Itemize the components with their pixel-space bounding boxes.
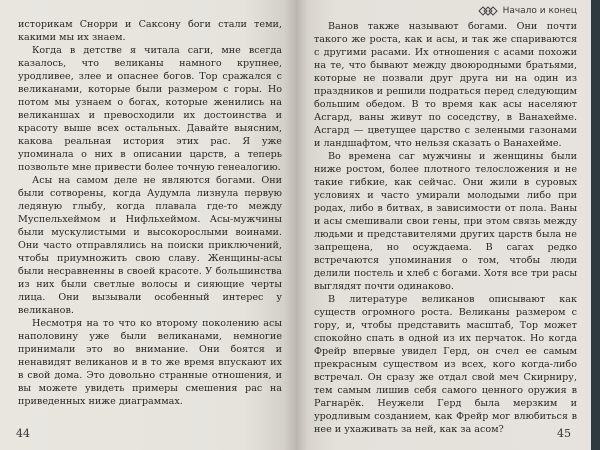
left-page bbox=[0, 0, 296, 450]
left-page-number: 44 bbox=[16, 427, 30, 440]
left-paragraph-1: историкам Снорри и Саксону боги стали теми, какими мы их знаем. bbox=[18, 19, 282, 43]
book-cover-edge bbox=[591, 0, 600, 450]
left-paragraph-2: Когда в детстве я читала саги, мне всегда казалось, что великаны намного крупнее, уродливее, злее и опаснее богов. Тор сражался с великанами, которые были размером с горы. Но потом мы узнаем о богах, которые женились на великаншах и превосходили их достоинства и красоту выше всех остальных. Давайте выясним, какова реальная история этих рас. Я уже упоминала о них в описании царств, а теперь позвольте мне привести более точную генеалогию. bbox=[18, 45, 282, 173]
left-paragraph-3: Асы на самом деле не являются богами. Они были сотворены, когда Аудумла лизнула первую ледяную глыбу, когда плавала где-то между Муспельхеймом и Нифльхеймом. Асы-мужчины были мускулистыми и высокорослыми воинами. Они часто отправлялись на поиски приключений, чтобы приумножить свою славу. Женщины-асы были несравненны в своей красоте. У большинства из них были светлые волосы и сияющие черты лица. Они вызывали особенный интерес у великанов. bbox=[18, 175, 282, 316]
right-page bbox=[296, 0, 591, 450]
knot-ornament-icon bbox=[478, 6, 498, 16]
left-page-body bbox=[18, 18, 282, 408]
running-head bbox=[478, 4, 577, 18]
right-page-number: 45 bbox=[557, 427, 571, 440]
left-paragraph-4: Несмотря на то что ко второму поколению асы наполовину уже были великанами, немногие принимали это во внимание. Они боятся и ненавидят великанов и в то же время впускают их в свой дома. Это довольно странные отношения, и вы можете увидеть примеры смешения рас на приведенных ниже диаграммах. bbox=[18, 318, 282, 407]
running-head-title: Начало и конец bbox=[502, 6, 577, 16]
right-paragraph-3: В литературе великанов описывают как существ огромного роста. Великаны размером с гору, и, чтобы представить масштаб, Тор может спокойно спать в одной из их перчаток. Но когда Фрейр впервые увидел Герд, он счел ее самым прекрасным существом из всех, кого когда-либо встречал. Он сразу же отдал свой меч Скирниру, тем самым лишив себя самого ценного оружия в Рагнарёк. Неужели Герд была мерзким и уродливым созданием, как Фрейр мог влюбиться в нее и ухаживать за ней, как за асом? bbox=[314, 294, 577, 435]
right-paragraph-2: Во времена саг мужчины и женщины были ниже ростом, более плотного телосложения и не такие гибкие, как сейчас. Они жили в суровых условиях и часто умирали молодыми либо при родах, либо в битвах, в зависимости от пола. Ваны и асы смешивали свои гены, при этом связь между людьми и представителями других царств была не запрещена, но осуждаема. В сагах редко встречаются упоминания о том, чтобы люди делили постель и хлеб с богами. Хотя все три расы выглядят почти одинаково. bbox=[314, 151, 577, 292]
right-paragraph-1: Ванов также называют богами. Они почти такого же роста, как и асы, и так же спариваются с другими расами. Их отношения с асами похожи на те, что бывают между двоюродными братьями, которые не позвали друг друга ни на один из праздников и решили подраться перед следующим большим обедом. В то время как асы населяют Асгард, ваны живут по соседству, в Ванахейме. Асгард — цветущее царство с зелеными газонами и ландшафтом, что нельзя сказать о Ванахейме. bbox=[314, 21, 577, 149]
right-page-body bbox=[314, 20, 577, 436]
